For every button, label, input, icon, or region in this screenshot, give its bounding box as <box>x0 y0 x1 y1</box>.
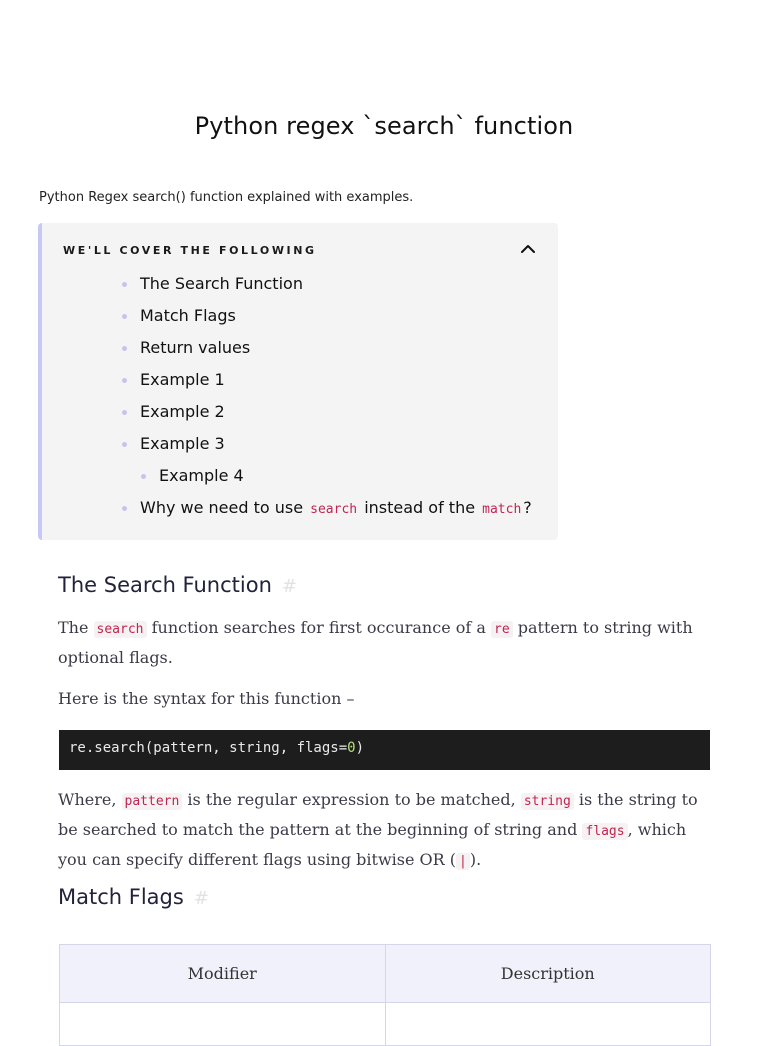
bullet-dot <box>122 346 127 351</box>
toc-item-search-function[interactable]: The Search Function <box>140 274 303 293</box>
bullet-dot <box>122 506 127 511</box>
toc-item-example-2[interactable]: Example 2 <box>140 402 225 421</box>
inline-code: search <box>94 621 147 638</box>
bullet-dot <box>122 410 127 415</box>
toc-item-example-4[interactable]: Example 4 <box>159 466 244 485</box>
bullet-dot <box>122 442 127 447</box>
code-block: re.search(pattern, string, flags=0) <box>59 730 710 770</box>
paragraph-syntax: Here is the syntax for this function – <box>58 689 355 708</box>
bullet-dot <box>122 282 127 287</box>
paragraph-where: Where, pattern is the regular expression to be matched, string is the string to be searched to match the pattern at the beginning of string and flags , which you can specify different flags using bitwise OR ( | ). <box>58 790 698 869</box>
heading-search-function: The Search Function # <box>58 573 297 597</box>
toc-item-example-1[interactable]: Example 1 <box>140 370 225 389</box>
bullet-dot <box>122 378 127 383</box>
bullet-dot <box>141 474 146 479</box>
toc-item-example-3[interactable]: Example 3 <box>140 434 225 453</box>
table-cell <box>385 1003 711 1046</box>
heading-match-flags: Match Flags # <box>58 885 209 909</box>
toc-item-return-values[interactable]: Return values <box>140 338 250 357</box>
flags-table <box>59 944 711 1046</box>
page-title: Python regex `search` function <box>194 112 574 140</box>
table-header-row <box>60 945 711 1003</box>
inline-code: match <box>482 502 522 517</box>
inline-code: re <box>491 621 513 638</box>
inline-code: string <box>521 793 574 810</box>
anchor-link[interactable]: # <box>193 888 209 909</box>
paragraph-search-intro: The search function searches for first occurance of a re pattern to string with optional flags. <box>58 618 693 667</box>
anchor-link[interactable]: # <box>281 576 297 597</box>
page-subtitle: Python Regex search() function explained with examples. <box>39 190 414 205</box>
bullet-dot <box>122 314 127 319</box>
table-cell <box>60 1003 386 1046</box>
inline-code: | <box>456 853 470 870</box>
table-of-contents <box>38 223 558 540</box>
toc-item-match-flags[interactable]: Match Flags <box>140 306 236 325</box>
toc-item-why-search[interactable]: Why we need to use search instead of the match ? <box>140 498 532 517</box>
toc-header: WE'LL COVER THE FOLLOWING <box>63 244 317 257</box>
chevron-up-icon[interactable] <box>516 237 540 261</box>
inline-code: pattern <box>122 793 183 810</box>
inline-code: search <box>310 502 358 517</box>
inline-code: flags <box>582 823 627 840</box>
table-row <box>60 1003 711 1046</box>
column-header-description: Description <box>385 945 711 1003</box>
column-header-modifier: Modifier <box>60 945 386 1003</box>
